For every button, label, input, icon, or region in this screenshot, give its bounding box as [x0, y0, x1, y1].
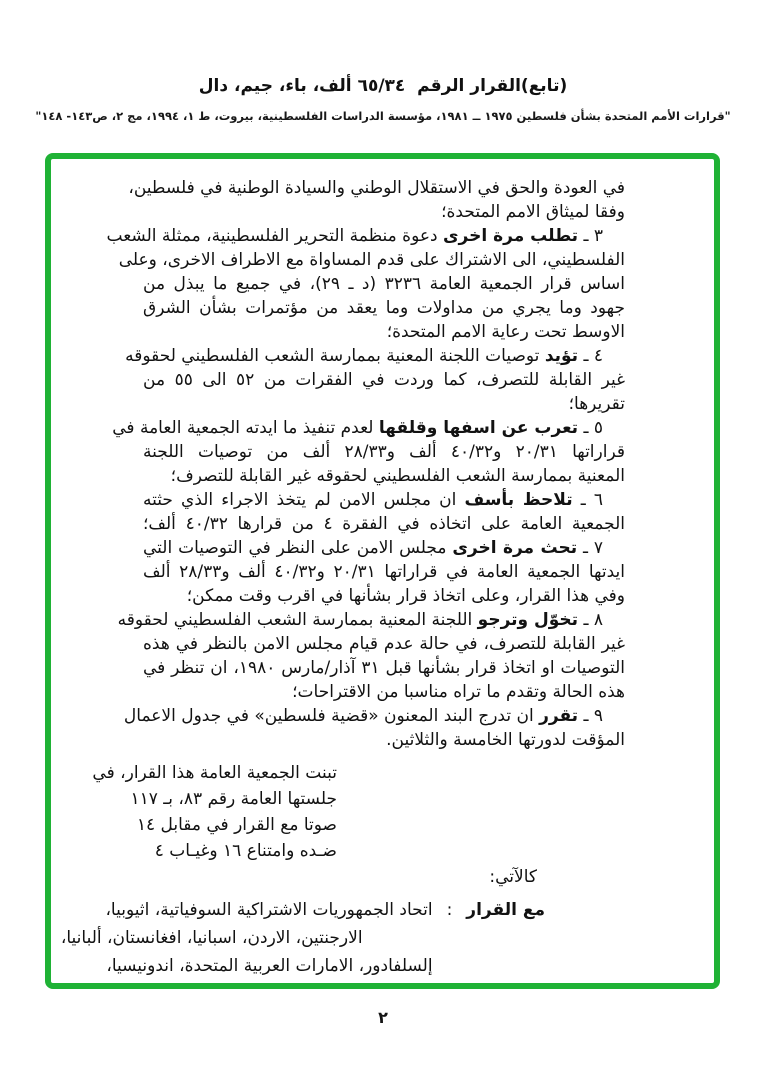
body-line: ٦ ـ تلاحظ بأسف ان مجلس الامن لم يتخذ الاجراء الذي حثته [143, 490, 603, 510]
body-line: المعنية بممارسة الشعب الفلسطيني لحقوقه غير القابلة للتصرف؛ [170, 466, 625, 486]
body-line: ٥ ـ تعرب عن اسفها وقلقها لعدم تنفيذ ما ايدته الجمعية العامة في [112, 418, 603, 438]
body-line: اساس قرار الجمعية العامة ٣٢٣٦ (د ـ ٢٩)، في جميع ما يبذل من [143, 274, 626, 294]
source-citation: "قرارات الأمم المتحدة بشأن فلسطين ١٩٧٥ ــ ١٩٨١، مؤسسة الدراسات الفلسطينية، بيروت، ط ١، ١٩٩٤، مج ٢، ص١٤٣- ١٤٨" [35, 109, 731, 123]
vote-country-list [60, 896, 433, 980]
body-line: التوصيات او اتخاذ قرار بشأنها قبل ٣١ آذار/مارس ١٩٨٠، ان تنظر في [143, 658, 626, 678]
body-line: ٩ ـ تقرر ان تدرج البند المعنون «قضية فلسطين» في جدول الاعمال [123, 706, 603, 726]
body-line: المؤقت لدورتها الخامسة والثلاثين. [386, 730, 625, 750]
body-line: ٤ ـ تؤيد توصيات اللجنة المعنية بممارسة الشعب الفلسطيني لحقوقه [125, 346, 603, 366]
vote-country-line: الارجنتين، الاردن، اسبانيا، افغانستان، ألبانيا، [60, 928, 363, 948]
vote-colon: : [446, 900, 453, 920]
page-number: ٢ [378, 1008, 388, 1027]
body-line: ٨ ـ تخوّل وترجو اللجنة المعنية بممارسة الشعب الفلسطيني لحقوقه [117, 610, 603, 630]
body-line: ٧ ـ تحث مرة اخرى مجلس الامن على النظر في التوصيات التي [143, 538, 603, 558]
body-line: قراراتها ٢٠/٣١ و٤٠/٣٢ ألف و٢٨/٣٣ ألف من توصيات اللجنة [143, 442, 625, 462]
body-line: الجمعية العامة على اتخاذه في الفقرة ٤ من قرارها ٤٠/٣٢ ألف؛ [143, 514, 625, 534]
body-line: ٣ ـ تطلب مرة اخرى دعوة منظمة التحرير الفلسطينية، ممثلة الشعب [106, 226, 603, 246]
body-line: في العودة والحق في الاستقلال الوطني والسيادة الوطنية في فلسطين، [128, 178, 625, 198]
body-line: تقريرها؛ [568, 394, 625, 414]
adoption-line: جلستها العامة رقم ٨٣، بـ ١١٧ [130, 789, 337, 809]
adoption-line: صوتا مع القرار في مقابل ١٤ [136, 815, 337, 835]
resolution-title: (تابع)القرار الرقم ٦٥/٣٤ ألف، باء، جيم، دال [198, 76, 568, 96]
vote-label: مع القرار [466, 900, 545, 920]
adoption-note [92, 760, 337, 864]
body-line: ايدتها الجمعية العامة في قراراتها ٢٠/٣١ و٤٠/٣٢ ألف و٢٨/٣٣ ألف [143, 562, 625, 582]
body-line: جهود وما يجري من مداولات وما يعقد من مؤتمرات بشأن الشرق [143, 298, 625, 318]
body-line: وفقا لميثاق الامم المتحدة؛ [441, 202, 625, 222]
body-line: وفي هذا القرار، وعلى اتخاذ قرار بشأنها في اقرب وقت ممكن؛ [186, 586, 625, 606]
body-line: الاوسط تحت رعاية الامم المتحدة؛ [386, 322, 625, 342]
vote-country-line: اتحاد الجمهوريات الاشتراكية السوفياتية، اثيوبيا، [105, 900, 433, 920]
body-line: غير القابلة للتصرف، في حالة عدم قيام مجلس الامن بالنظر في هذه [143, 634, 625, 654]
adoption-line: ضـده وامتناع ١٦ وغيـاب ٤ [154, 841, 337, 861]
body-line: الفلسطيني، الى الاشتراك على قدم المساواة مع الاطراف الاخرى، وعلى [118, 250, 625, 270]
body-line: غير القابلة للتصرف، كما وردت في الفقرات من ٥٢ الى ٥٥ من [143, 370, 625, 390]
body-line: هذه الحالة وتقدم ما تراه مناسبا من الاقتراحات؛ [292, 682, 625, 702]
resolution-body [60, 176, 626, 980]
vote-record [60, 896, 545, 980]
vote-country-line: إلسلفادور، الامارات العربية المتحدة، اندونيسيا، [106, 956, 433, 976]
adoption-line: تبنت الجمعية العامة هذا القرار، في [92, 763, 337, 783]
adoption-tail: كالآتي: [489, 867, 537, 887]
